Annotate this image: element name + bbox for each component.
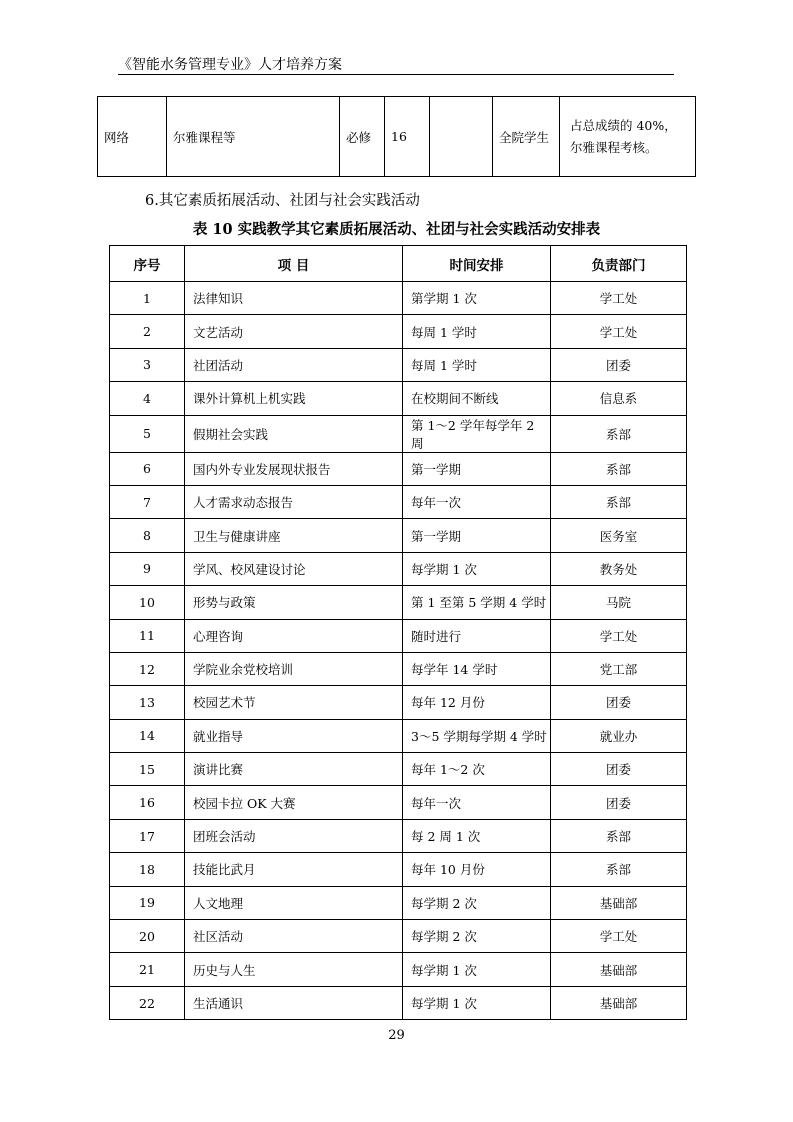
cell-time: 每学年 14 学时 [403,652,551,685]
table-row [110,986,687,1019]
cell-time: 每学期 1 次 [403,953,551,986]
table-row [110,282,687,315]
page-number: 29 [388,1028,405,1043]
cell-number: 18 [110,853,185,886]
cell-number: 1 [110,282,185,315]
header-number: 序号 [110,246,185,282]
table-row [110,953,687,986]
cell-number: 6 [110,452,185,485]
cell-department: 信息系 [551,382,687,415]
cell-department: 系部 [551,819,687,852]
cell-department: 基础部 [551,953,687,986]
table-row [110,786,687,819]
cell-number: 20 [110,920,185,953]
cell-number: 4 [110,382,185,415]
cell-number: 8 [110,519,185,552]
cell-item: 社团活动 [185,348,403,381]
table-row [110,652,687,685]
table-row [110,853,687,886]
cell-department: 医务室 [551,519,687,552]
cell-time: 每年一次 [403,786,551,819]
cell-item: 就业指导 [185,719,403,752]
cell-number: 5 [110,415,185,452]
cell-number: 10 [110,586,185,619]
table-row [110,586,687,619]
cell-department: 学工处 [551,282,687,315]
cell-number: 21 [110,953,185,986]
cell-time: 第 1 至第 5 学期 4 学时 [403,586,551,619]
cell-hours: 16 [385,97,430,177]
cell-department: 团委 [551,753,687,786]
header-time: 时间安排 [403,246,551,282]
cell-item: 法律知识 [185,282,403,315]
cell-time: 每学期 1 次 [403,986,551,1019]
cell-time: 每年 10 月份 [403,853,551,886]
activity-schedule-table [109,245,687,1020]
cell-time: 第一学期 [403,452,551,485]
table-row [110,920,687,953]
cell-department: 系部 [551,415,687,452]
table-row [98,97,696,177]
cell-item: 社区活动 [185,920,403,953]
cell-department: 学工处 [551,619,687,652]
cell-item: 生活通识 [185,986,403,1019]
cell-item: 学风、校风建设讨论 [185,552,403,585]
table-row [110,452,687,485]
cell-time: 每年一次 [403,485,551,518]
cell-time: 随时进行 [403,619,551,652]
table-row [110,348,687,381]
table-row [110,619,687,652]
cell-item: 人文地理 [185,886,403,919]
cell-item: 历史与人生 [185,953,403,986]
cell-number: 12 [110,652,185,685]
cell-number: 16 [110,786,185,819]
table-row [110,552,687,585]
cell-department: 就业办 [551,719,687,752]
cell-item: 卫生与健康讲座 [185,519,403,552]
table-row [110,886,687,919]
cell-number: 13 [110,686,185,719]
cell-time: 第学期 1 次 [403,282,551,315]
table-row [110,686,687,719]
cell-category: 网络 [98,97,167,177]
cell-item: 心理咨询 [185,619,403,652]
cell-time: 第一学期 [403,519,551,552]
cell-department: 教务处 [551,552,687,585]
cell-time: 在校期间不断线 [403,382,551,415]
header-department: 负责部门 [551,246,687,282]
continued-course-table [97,96,696,177]
cell-item: 校园艺术节 [185,686,403,719]
cell-item: 文艺活动 [185,315,403,348]
cell-item: 演讲比赛 [185,753,403,786]
cell-number: 15 [110,753,185,786]
cell-number: 11 [110,619,185,652]
cell-department: 系部 [551,853,687,886]
cell-department: 马院 [551,586,687,619]
cell-assessment: 占总成绩的 40%，尔雅课程考核。 [560,97,696,177]
table-row [110,315,687,348]
cell-number: 14 [110,719,185,752]
cell-department: 团委 [551,686,687,719]
cell-item: 人才需求动态报告 [185,485,403,518]
cell-item: 形势与政策 [185,586,403,619]
table-row [110,415,687,452]
cell-time: 3～5 学期每学期 4 学时 [403,719,551,752]
header-item: 项 目 [185,246,403,282]
cell-course: 尔雅课程等 [167,97,340,177]
cell-item: 团班会活动 [185,819,403,852]
cell-time: 每学期 1 次 [403,552,551,585]
cell-department: 团委 [551,348,687,381]
cell-department: 基础部 [551,986,687,1019]
cell-item: 国内外专业发展现状报告 [185,452,403,485]
cell-department: 党工部 [551,652,687,685]
section-title: 6.其它素质拓展活动、社团与社会实践活动 [145,193,420,209]
document-header-title: 《智能水务管理专业》人才培养方案 [118,57,342,73]
cell-time: 每年 1～2 次 [403,753,551,786]
table-header-row [110,246,687,282]
cell-item: 假期社会实践 [185,415,403,452]
cell-time: 每学期 2 次 [403,920,551,953]
cell-type: 必修 [340,97,385,177]
cell-item: 技能比武月 [185,853,403,886]
cell-number: 19 [110,886,185,919]
table-row [110,382,687,415]
cell-number: 3 [110,348,185,381]
cell-item: 学院业余党校培训 [185,652,403,685]
header-divider [118,74,674,75]
cell-time: 每学期 2 次 [403,886,551,919]
cell-audience: 全院学生 [493,97,560,177]
cell-number: 9 [110,552,185,585]
cell-number: 22 [110,986,185,1019]
cell-number: 2 [110,315,185,348]
cell-department: 团委 [551,786,687,819]
table-row [110,819,687,852]
table-row [110,753,687,786]
cell-item: 课外计算机上机实践 [185,382,403,415]
cell-empty [430,97,493,177]
cell-department: 系部 [551,485,687,518]
table-caption: 表 10 实践教学其它素质拓展活动、社团与社会实践活动安排表 [192,221,601,238]
cell-department: 系部 [551,452,687,485]
table-row [110,485,687,518]
cell-item: 校园卡拉 OK 大赛 [185,786,403,819]
cell-department: 基础部 [551,886,687,919]
cell-number: 7 [110,485,185,518]
cell-number: 17 [110,819,185,852]
cell-department: 学工处 [551,315,687,348]
table-row [110,719,687,752]
cell-time: 第 1～2 学年每学年 2 周 [403,415,551,452]
cell-time: 每周 1 学时 [403,315,551,348]
table-row [110,519,687,552]
cell-time: 每 2 周 1 次 [403,819,551,852]
cell-time: 每年 12 月份 [403,686,551,719]
cell-time: 每周 1 学时 [403,348,551,381]
cell-department: 学工处 [551,920,687,953]
